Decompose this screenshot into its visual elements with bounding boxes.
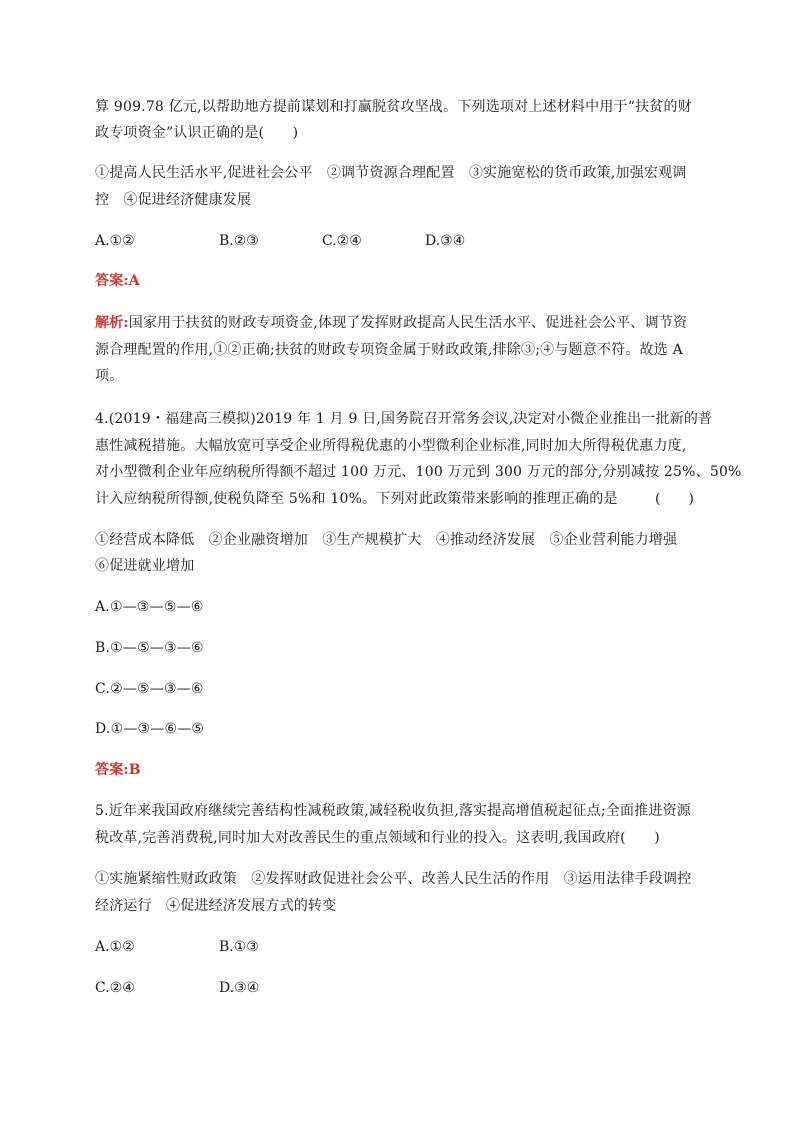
q4-answer-label: 答案: (95, 762, 129, 778)
q4-answer (95, 761, 141, 779)
q4-answer-value: B (128, 762, 141, 778)
q5-items-line-2: 经济运行 ④促进经济发展方式的转变 (95, 898, 337, 914)
q3-analysis-line-1 (95, 314, 687, 332)
q5-stem-line-2: 税改革,完善消费税,同时加大对改善民生的重点领域和行业的投入。这表明,我国政府( ) (95, 830, 660, 846)
q3-option-c: C.②④ (322, 233, 362, 249)
q3-answer-value: A (128, 273, 140, 289)
q5-option-b: B.①③ (219, 939, 259, 955)
q3-option-d: D.③④ (425, 233, 466, 249)
q4-stem-line-4: 计入应纳税所得额,使税负降至 5%和 10%。下列对此政策带来影响的推理正确的是 (95, 491, 618, 507)
q3-analysis-line-3: 项。 (95, 368, 124, 384)
q3-answer-label: 答案: (95, 273, 129, 289)
q4-option-b: B.①—⑤—③—⑥ (95, 640, 204, 656)
q3-option-a: A.①② (95, 233, 135, 249)
q4-stem-line-2: 惠性减税措施。大幅放宽可享受企业所得税优惠的小型微利企业标准,同时加大所得税优惠力度, (95, 438, 687, 454)
q4-items-line-2: ⑥促进就业增加 (95, 558, 195, 574)
q4-items-line-1: ①经营成本降低 ②企业融资增加 ③生产规模扩大 ④推动经济发展 ⑤企业营利能力增强 (95, 532, 678, 548)
q5-option-d: D.③④ (219, 980, 260, 996)
q4-stem-line-1: 4.(2019・福建高三模拟)2019 年 1 月 9 日,国务院召开常务会议,决定对小微企业推出一批新的普 (95, 411, 713, 427)
q4-stem-line-3: 对小型微利企业年应纳税所得额不超过 100 万元、100 万元到 300 万元的部分,分别减按 25%、50% (95, 464, 742, 480)
q3-items-line-1: ①提高人民生活水平,促进社会公平 ②调节资源合理配置 ③实施宽松的货币政策,加强宏观调 (95, 165, 687, 181)
q3-option-b: B.②③ (219, 233, 259, 249)
q5-option-c: C.②④ (95, 980, 135, 996)
q3-analysis-text-1: 国家用于扶贫的财政专项资金,体现了发挥财政提高人民生活水平、促进社会公平、调节资 (128, 315, 688, 331)
q3-stem-line-2: 政专项资金”认识正确的是( ) (95, 125, 299, 141)
q3-items-line-2: 控 ④促进经济健康发展 (95, 192, 252, 208)
q3-answer (95, 272, 140, 290)
q5-option-a: A.①② (95, 939, 135, 955)
q3-analysis-label: 解析: (95, 315, 129, 331)
q5-stem-line-1: 5.近年来我国政府继续完善结构性减税政策,减轻税收负担,落实提高增值税起征点;全面推进资源 (95, 803, 691, 819)
q4-option-c: C.②—⑤—③—⑥ (95, 681, 204, 697)
q3-analysis-line-2: 源合理配置的作用,①②正确;扶贫的财政专项资金属于财政政策,排除③;④与题意不符。故选 A (95, 342, 683, 358)
q4-option-a: A.①—③—⑤—⑥ (95, 599, 204, 615)
q4-answer-paren: ( ) (655, 491, 694, 507)
q5-items-line-1: ①实施紧缩性财政政策 ②发挥财政促进社会公平、改善人民生活的作用 ③运用法律手段调控 (95, 871, 692, 887)
q4-option-d: D.①—③—⑥—⑤ (95, 721, 205, 737)
q3-stem-line-1: 算 909.78 亿元,以帮助地方提前谋划和打赢脱贫攻坚战。下列选项对上述材料中用于“扶贫的财 (95, 99, 692, 115)
